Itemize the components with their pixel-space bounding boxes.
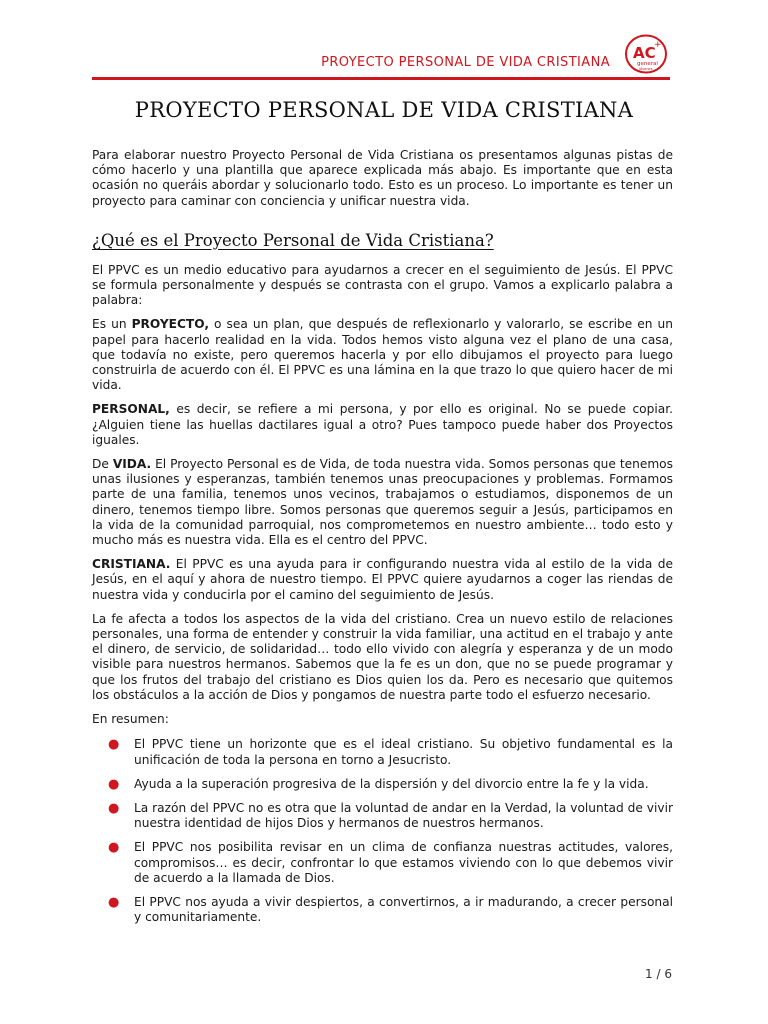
p5-text: El PPVC es una ayuda para ir configurando nuestra vida al estilo de la vida de Jesús, en el aquí y ahora de nuestro tiempo. El PPVC quiere ayudarnos a coger las riendas de nuestra vida y conducirla por el camino del seguimiento de Jesús. xyxy=(92,557,673,602)
bullet-icon: ● xyxy=(108,800,120,816)
header-title: PROYECTO PERSONAL DE VIDA CRISTIANA xyxy=(321,55,610,70)
list-item-text: El PPVC tiene un horizonte que es el ideal cristiano. Su objetivo fundamental es la unificación de toda la persona en torno a Jesucristo. xyxy=(134,737,673,767)
p4-text: El Proyecto Personal es de Vida, de toda nuestra vida. Somos personas que tenemos unas ilusiones y esperanzas, también tenemos unas preocupaciones y problemas. Formamos parte de una familia, tenemos unos vecinos, trabajamos o estudiamos, disponemos de un dinero, tenemos tiempo libre. Somos personas que queremos seguir a Jesús, participamos en la vida de la comunidad parroquial, nos comprometemos en nuestro ambiente… todo esto y mucho más es nuestra vida. Ella es el centro del PPVC. xyxy=(92,457,673,548)
p2-prefix: Es un xyxy=(92,317,132,332)
list-item-text: Ayuda a la superación progresiva de la dispersión y del divorcio entre la fe y la vida. xyxy=(134,776,649,791)
document-body xyxy=(92,148,673,934)
paragraph-1: El PPVC es un medio educativo para ayudarnos a crecer en el seguimiento de Jesús. El PPVC se formula personalmente y después se contrasta con el grupo. Vamos a explicarlo palabra a palabra: xyxy=(92,262,673,308)
logo-subtext: general xyxy=(637,61,658,67)
intro-paragraph: Para elaborar nuestro Proyecto Personal de Vida Cristiana os presentamos algunas pistas de cómo hacerlo y una plantilla que aparece explicada más abajo. Es importante que en esta ocasión no queráis abordar y solucionarlo todo. Esto es un proceso. Lo importante es tener un proyecto para caminar con conciencia y unificar nuestra vida. xyxy=(92,148,673,208)
paragraph-vida xyxy=(92,457,673,548)
bullet-icon: ● xyxy=(108,840,120,856)
paragraph-fe: La fe afecta a todos los aspectos de la vida del cristiano. Crea un nuevo estilo de relaciones personales, una forma de entender y construir la vida familiar, una actitud en el trabajo y ante el dinero, de servicio, de solidaridad… todo ello vivido con alegría y esperanza y de un modo visible para nuestros hermanos. Sabemos que la fe es un don, que no se puede programar y que los frutos del trabajo del cristiano es Dios quien los da. Pero es necesario que quitemos los obstáculos a la acción de Dios y pongamos de nuestra parte todo el esfuerzo necesario. xyxy=(92,611,673,702)
list-item-text: El PPVC nos posibilita revisar en un clima de confianza nuestras actitudes, valores, compromisos… es decir, confrontar lo que estamos viviendo con lo que debemos vivir de acuerdo a la llamada de Dios. xyxy=(134,840,673,885)
bullet-icon: ● xyxy=(108,737,120,753)
list-item-text: El PPVC nos ayuda a vivir despiertos, a convertirnos, a ir madurando, a crecer personal y comunitariamente. xyxy=(134,894,673,925)
list-item-text: La razón del PPVC no es otra que la voluntad de andar en la Verdad, la voluntad de vivir nuestra identidad de hijos Dios y hermanos de nuestros hermanos. xyxy=(134,800,673,831)
summary-label: En resumen: xyxy=(92,712,169,727)
ac-general-logo xyxy=(624,34,672,74)
section-heading: ¿Qué es el Proyecto Personal de Vida Cristiana? xyxy=(92,230,494,250)
p3-bold: PERSONAL, xyxy=(92,402,170,417)
paragraph-cristiana xyxy=(92,557,673,603)
paragraph-personal xyxy=(92,402,673,448)
p2-bold: PROYECTO, xyxy=(131,317,209,332)
logo-plus-icon: + xyxy=(654,40,662,50)
list-item xyxy=(92,840,673,886)
page-number: 1 / 6 xyxy=(645,967,672,981)
logo-small-text: jóvenes xyxy=(639,67,653,71)
bullet-icon: ● xyxy=(108,776,120,792)
p2-text: o sea un plan, que después de reflexionarlo y valorarlo, se escribe en un papel para hacerlo realidad en la vida. Todos hemos visto alguna vez el plano de una casa, que todavía no existe, pero queremos hacerla y por ello dibujamos el proyecto para luego construirla de acuerdo con él. El PPVC es una lámina en la que trazo lo que quiero hacer de mi vida. xyxy=(92,317,673,393)
paragraph-proyecto xyxy=(92,317,673,393)
list-item xyxy=(92,777,673,792)
summary-list xyxy=(92,737,673,925)
p4-prefix: De xyxy=(92,457,113,472)
header-rule xyxy=(92,77,670,80)
p4-bold: VIDA. xyxy=(112,457,152,472)
list-item xyxy=(92,895,673,925)
p5-bold: CRISTIANA. xyxy=(92,557,171,572)
list-item xyxy=(92,801,673,831)
list-item xyxy=(92,737,673,767)
p3-text: es decir, se refiere a mi persona, y por ello es original. No se puede copiar. ¿Alguien tiene las huellas dactilares igual a otro? Pues tampoco puede haber dos Proyectos iguales. xyxy=(92,402,673,447)
logo-text: AC xyxy=(633,44,656,62)
document-title: PROYECTO PERSONAL DE VIDA CRISTIANA xyxy=(134,98,634,122)
bullet-icon: ● xyxy=(108,894,120,910)
